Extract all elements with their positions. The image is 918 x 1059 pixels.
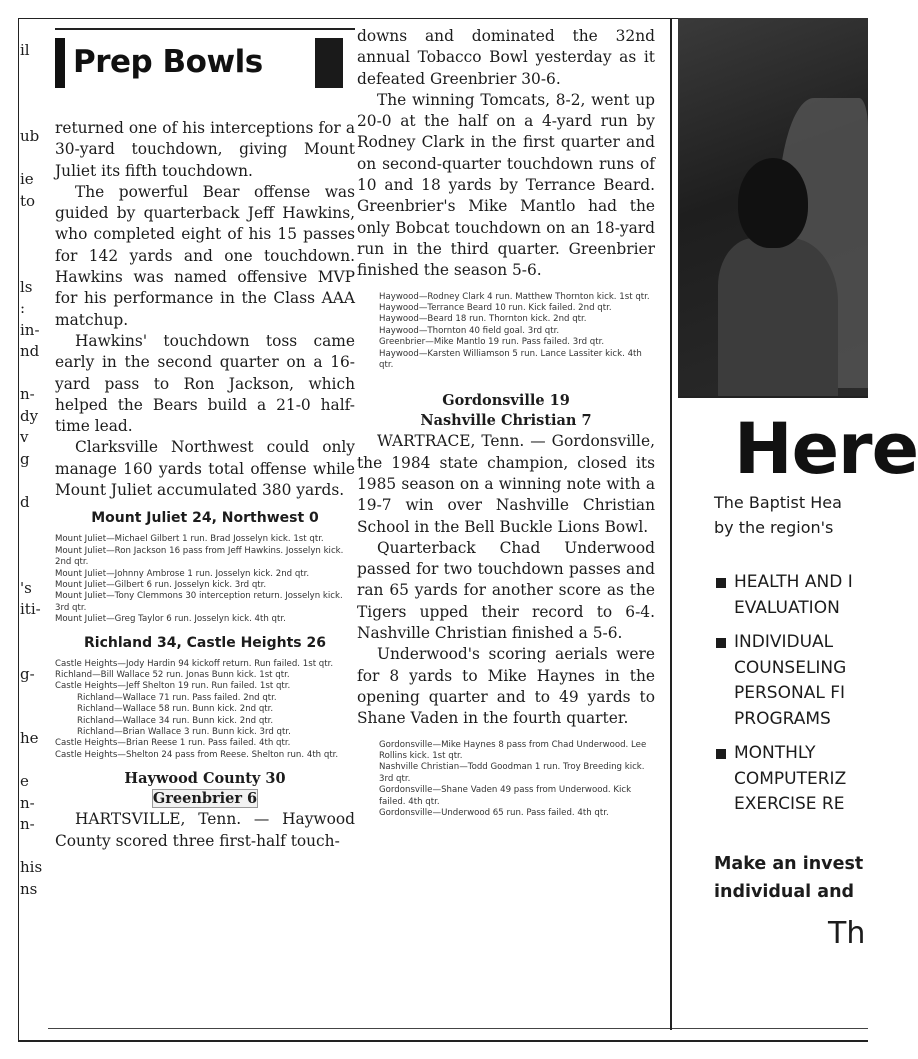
headline-line: Nashville Christian 7 xyxy=(420,412,592,430)
summary-line: Richland—Wallace 71 run. Pass failed. 2nd qtr. xyxy=(77,692,277,703)
story-mount-juliet xyxy=(55,118,355,501)
fragment-line xyxy=(20,105,52,127)
fragment-line xyxy=(20,470,52,492)
headline-line xyxy=(55,789,355,809)
paragraph: The winning Tomcats, 8-2, went up 20-0 at the half on a 4-yard run by Rodney Clark in the first quarter and on second-quarter touchdown runs of 10 and 18 yards by Terrance Beard. Greenbrier's Mike Mantlo had the only Bobcat touchdown on an 18-yard run in the third quarter. Greenbrier finished the season 5-6. xyxy=(357,90,655,280)
cut-off-left-column xyxy=(20,40,52,900)
header-bar-left xyxy=(55,38,65,88)
fragment-line: : xyxy=(20,299,26,317)
summary-line: Richland—Brian Wallace 3 run. Bunn kick. 3rd qtr. xyxy=(77,727,291,738)
fragment-line xyxy=(20,556,52,578)
fragment-line xyxy=(20,621,52,643)
ad-cta-line: Make an invest xyxy=(714,854,864,874)
summary-line: Mount Juliet—Gilbert 6 run. Josselyn kick. 3rd qtr. xyxy=(55,579,267,590)
paragraph: returned one of his interceptions for a 30-yard touchdown, giving Mount Juliet its fifth touchdown. xyxy=(55,119,355,180)
summary-line: Gordonsville—Mike Haynes 8 pass from Chad Underwood. Lee Rollins kick. 1st qtr. xyxy=(379,739,647,761)
photo-figure-body xyxy=(718,238,838,398)
fragment-line xyxy=(20,212,52,234)
fragment-line xyxy=(20,513,52,535)
summary-line: Gordonsville—Shane Vaden 49 pass from Underwood. Kick failed. 4th qtr. xyxy=(379,785,632,807)
headline-line: Haywood County 30 xyxy=(124,770,286,788)
fragment-line: ls xyxy=(20,277,33,296)
scoring-summary xyxy=(357,292,655,372)
fragment-line: to xyxy=(20,191,36,210)
column-1 xyxy=(55,28,355,852)
story-headline xyxy=(55,769,355,809)
summary-line: Nashville Christian—Todd Goodman 1 run. Troy Breeding kick. 3rd qtr. xyxy=(379,762,645,784)
fragment-line xyxy=(20,148,52,170)
ad-intro-line: by the region's xyxy=(714,518,834,537)
score-heading: Mount Juliet 24, Northwest 0 xyxy=(91,510,319,527)
summary-line: Gordonsville—Underwood 65 run. Pass failed. 4th qtr. xyxy=(379,808,609,818)
fragment-line xyxy=(20,535,52,557)
bullet-square-icon xyxy=(716,578,726,588)
ad-tail-text: Th xyxy=(828,916,866,951)
fragment-line: d xyxy=(20,492,30,511)
paragraph: Hawkins' touchdown toss came early in the second quarter on a 16-yard pass to Ron Jackson, which helped the Bears build a 21-0 half-time lead. xyxy=(55,331,355,436)
fragment-line: v xyxy=(20,428,29,446)
ad-feature-text: MONTHLY COMPUTERIZ EXERCISE RE xyxy=(734,743,847,814)
paragraph: Quarterback Chad Underwood passed for two touchdown passes and ran 65 yards for another score as the Tigers upped their record to 6-4. Nashville Christian finished a 5-6. xyxy=(357,538,655,643)
section-title: Prep Bowls xyxy=(73,44,263,80)
ad-feature xyxy=(714,741,853,818)
fragment-line xyxy=(20,685,52,707)
ad-headline: Here xyxy=(734,408,918,490)
fragment-line: he xyxy=(20,729,39,747)
header-bar-right xyxy=(315,38,343,88)
fragment-line xyxy=(20,642,52,664)
bullet-square-icon xyxy=(716,749,726,759)
fragment-line xyxy=(20,234,52,256)
fragment-line: n- xyxy=(20,385,35,403)
summary-line: Mount Juliet—Ron Jackson 16 pass from Jeff Hawkins. Josselyn kick. 2nd qtr. xyxy=(55,545,344,568)
summary-line: Richland—Bill Wallace 52 run. Jonas Bunn kick. 1st qtr. xyxy=(55,670,290,680)
paragraph: HARTSVILLE, Tenn. — Haywood County scored three first-half touch- xyxy=(55,810,355,850)
fragment-line: ie xyxy=(20,170,34,188)
fragment-line xyxy=(20,836,52,858)
summary-line: Haywood—Beard 18 run. Thornton kick. 2nd qtr. xyxy=(379,314,587,325)
page-inner-rule xyxy=(48,1028,868,1029)
story-haywood-start xyxy=(55,809,355,852)
ad-cta-line: individual and xyxy=(714,882,855,902)
ad-intro-line: The Baptist Hea xyxy=(714,493,842,512)
column-2 xyxy=(357,26,655,819)
ad-photo xyxy=(678,18,868,396)
page-border-bottom xyxy=(18,1040,868,1042)
fragment-line xyxy=(20,255,52,277)
story-gordonsville xyxy=(357,431,655,729)
paragraph: The powerful Bear offense was guided by quarterback Jeff Hawkins, who completed eight of his 15 passes for 142 yards and one touchdown. Hawkins was named offensive MVP for his performance in the Class AAA matchup. xyxy=(55,182,355,329)
fragment-line: g- xyxy=(20,664,35,683)
fragment-line: 's xyxy=(20,578,32,597)
summary-line: Castle Heights—Brian Reese 1 run. Pass failed. 4th qtr. xyxy=(55,738,291,749)
bullet-square-icon xyxy=(716,638,726,648)
fragment-line: ns xyxy=(20,879,38,898)
summary-line: Richland—Wallace 34 run. Bunn kick. 2nd qtr. xyxy=(77,715,274,726)
fragment-line: in- xyxy=(20,320,40,339)
summary-line: Mount Juliet—Greg Taylor 6 run. Josselyn kick. 4th qtr. xyxy=(55,614,286,625)
fragment-line: il xyxy=(20,41,30,59)
summary-line: Greenbrier—Mike Mantlo 19 run. Pass failed. 3rd qtr. xyxy=(379,337,605,348)
fragment-line xyxy=(20,62,52,84)
ad-feature xyxy=(714,630,853,732)
fragment-line xyxy=(20,707,52,729)
fragment-line: g xyxy=(20,449,30,468)
summary-line: Mount Juliet—Michael Gilbert 1 run. Brad Josselyn kick. 1st qtr. xyxy=(55,534,324,545)
paragraph: Clarksville Northwest could only manage 160 yards total offense while Mount Juliet accumulated 380 yards. xyxy=(55,438,355,500)
summary-line: Haywood—Terrance Beard 10 run. Kick failed. 2nd qtr. xyxy=(379,302,612,313)
fragment-line: nd xyxy=(20,342,40,360)
photo-figure-head xyxy=(738,158,808,248)
paragraph: downs and dominated the 32nd annual Tobacco Bowl yesterday as it defeated Greenbrier 30-6. xyxy=(357,27,655,88)
summary-line: Haywood—Thornton 40 field goal. 3rd qtr. xyxy=(379,325,560,336)
fragment-line xyxy=(20,750,52,772)
ad-feature-list xyxy=(714,570,853,827)
ad-feature-text: INDIVIDUAL COUNSELING PERSONAL FI PROGRAMS xyxy=(734,632,847,729)
paragraph: WARTRACE, Tenn. — Gordonsville, the 1984 state champion, closed its 1985 season on a winning note with a 19-7 win over Nashville Christian School in the Bell Buckle Lions Bowl. xyxy=(357,432,655,536)
summary-line: Haywood—Rodney Clark 4 run. Matthew Thornton kick. 1st qtr. xyxy=(379,291,650,302)
summary-line: Mount Juliet—Johnny Ambrose 1 run. Josselyn kick. 2nd qtr. xyxy=(55,568,310,579)
summary-line: Castle Heights—Jeff Shelton 19 run. Run failed. 1st qtr. xyxy=(55,681,291,692)
ad-feature-text: HEALTH AND I EVALUATION xyxy=(734,572,853,618)
summary-line: Haywood—Karsten Williamson 5 run. Lance Lassiter kick. 4th qtr. xyxy=(379,348,642,370)
fragment-line: dy xyxy=(20,406,39,425)
column-divider xyxy=(670,18,672,1030)
photo-rule xyxy=(678,396,868,398)
paragraph: Underwood's scoring aerials were for 8 yards to Mike Haynes in the opening quarter and to 49 yards to Shane Vaden in the fourth quarter. xyxy=(357,645,655,728)
scoring-summary xyxy=(357,740,655,820)
fragment-line: n- xyxy=(20,815,35,833)
ad-call-to-action xyxy=(714,850,863,906)
summary-line: Castle Heights—Jody Hardin 94 kickoff return. Run failed. 1st qtr. xyxy=(55,658,334,669)
ad-intro xyxy=(714,490,914,540)
page-border-left xyxy=(18,18,19,1042)
fragment-line xyxy=(20,363,52,385)
story-headline xyxy=(357,391,655,431)
scoring-summary xyxy=(55,659,355,762)
summary-line: Castle Heights—Shelton 24 pass from Reese. Shelton run. 4th qtr. xyxy=(55,749,339,760)
fragment-line: ub xyxy=(20,127,40,145)
headline-line: Gordonsville 19 xyxy=(442,392,570,410)
ad-feature xyxy=(714,570,853,621)
scoring-summary xyxy=(55,534,355,625)
summary-line: Richland—Wallace 58 run. Bunn kick. 2nd qtr. xyxy=(77,704,274,715)
highlighted-term: Greenbrier 6 xyxy=(152,790,258,808)
summary-line: Mount Juliet—Tony Clemmons 30 interception return. Josselyn kick. 3rd qtr. xyxy=(55,591,343,613)
fragment-line: iti- xyxy=(20,600,41,618)
fragment-line: n- xyxy=(20,793,35,812)
fragment-line xyxy=(20,83,52,105)
story-haywood-continued xyxy=(357,26,655,282)
fragment-line: his xyxy=(20,858,43,876)
score-heading: Richland 34, Castle Heights 26 xyxy=(84,634,326,651)
fragment-line: e xyxy=(20,772,29,790)
section-header xyxy=(55,28,355,96)
advertisement xyxy=(678,18,918,1028)
